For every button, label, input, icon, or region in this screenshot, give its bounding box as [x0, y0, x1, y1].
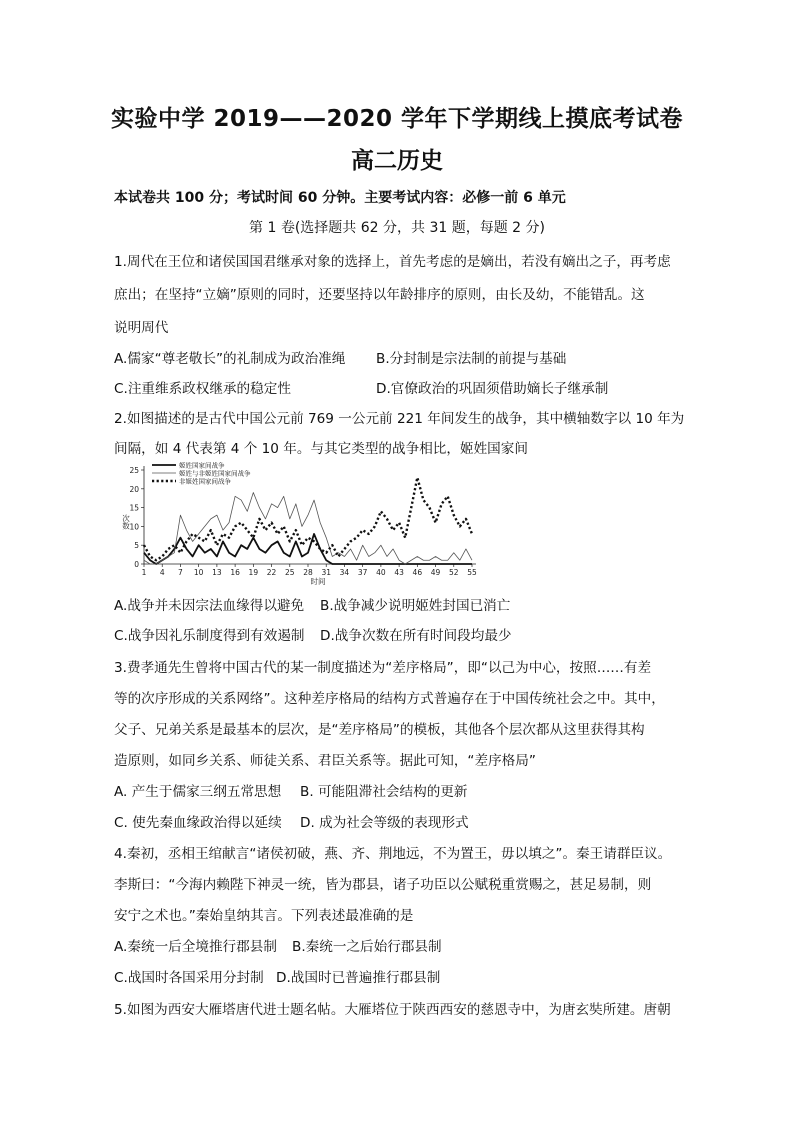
y-tick-label: 25: [129, 466, 139, 475]
question-4-option-a[interactable]: A.秦统一后全境推行郡县制: [114, 939, 277, 955]
chart-legend: [152, 461, 251, 486]
question-3-option-b[interactable]: B. 可能阻滞社会结构的更新: [300, 784, 468, 800]
x-tick-label: 25: [285, 568, 295, 577]
question-3-option-c[interactable]: C. 使先秦血缘政治得以延续: [114, 815, 282, 831]
question-2-option-c[interactable]: C.战争因礼乐制度得到有效遏制: [114, 628, 305, 644]
x-tick-label: 46: [412, 568, 423, 577]
question-1-option-c[interactable]: C.注重维系政权继承的稳定性: [114, 381, 291, 397]
question-3-line-4: 造原则，如同乡关系、师徒关系、君臣关系等。据此可知，“差序格局”: [114, 753, 536, 769]
y-axis-label: 次数: [121, 514, 131, 530]
series-line-3: [144, 478, 472, 561]
question-2-line-2: 间隔，如 4 代表第 4 个 10 年。与其它类型的战争相比，姬姓国家间: [114, 441, 528, 457]
question-3-line-2: 等的次序形成的关系网络”。这种差序格局的结构方式普遍存在于中国传统社会之中。其中，: [114, 691, 665, 707]
legend-label-2: 姬姓与非姬姓国家间战争: [179, 469, 251, 478]
question-1-option-b[interactable]: B.分封制是宗法制的前提与基础: [376, 351, 567, 367]
chart-series: [144, 478, 472, 564]
chart-axes: [121, 466, 477, 585]
question-2-option-a[interactable]: A.战争并未因宗法血缘得以避免: [114, 598, 305, 614]
question-2-option-b[interactable]: B.战争减少说明姬姓封国已消亡: [320, 598, 511, 614]
x-tick-label: 49: [430, 568, 441, 577]
x-tick-label: 16: [230, 568, 240, 577]
question-4-line-1: 4.秦初，丞相王绾献言“诸侯初破，燕、齐、荆地远，不为置王，毋以填之”。秦王请群臣议。: [114, 846, 672, 862]
question-4-line-3: 安宁之术也。”秦始皇纳其言。下列表述最准确的是: [114, 908, 414, 924]
question-1-option-a[interactable]: A.儒家“尊老敬长”的礼制成为政治准绳: [114, 351, 346, 367]
x-tick-label: 34: [339, 568, 350, 577]
legend-label-1: 姬姓国家间战争: [179, 461, 225, 470]
question-2-line-1: 2.如图描述的是古代中国公元前 769 一公元前 221 年间发生的战争，其中横轴数字以 10 年为: [114, 411, 685, 427]
x-tick-label: 19: [248, 568, 259, 577]
question-4-option-c[interactable]: C.战国时各国采用分封制: [114, 970, 264, 986]
y-tick-label: 0: [134, 560, 139, 569]
x-tick-label: 1: [141, 568, 147, 577]
x-tick-label: 28: [303, 568, 313, 577]
question-4-option-b[interactable]: B.秦统一之后始行郡县制: [292, 939, 442, 955]
question-3-line-1: 3.费孝通先生曾将中国古代的某一制度描述为“差序格局”，即“以己为中心，按照……有差: [114, 660, 652, 676]
x-tick-label: 55: [467, 568, 477, 577]
question-1-line-3: 说明周代: [114, 320, 169, 336]
exam-title: 实验中学 2019——2020 学年下学期线上摸底考试卷: [110, 106, 684, 132]
question-2-option-d[interactable]: D.战争次数在所有时间段均最少: [320, 628, 512, 644]
section-heading: 第 1 卷(选择题共 62 分，共 31 题，每题 2 分): [249, 220, 545, 236]
x-tick-label: 40: [376, 568, 386, 577]
question-5-line-1: 5.如图为西安大雁塔唐代进士题名帖。大雁塔位于陕西西安的慈恩寺中，为唐玄奘所建。唐朝: [114, 1002, 671, 1018]
y-tick-label: 10: [129, 522, 139, 532]
x-tick-label: 10: [193, 568, 204, 577]
question-1-line-2: 庶出；在坚持“立嫡”原则的同时，还要坚持以年龄排序的原则，由长及幼，不能错乱。这: [114, 287, 645, 303]
x-tick-label: 31: [321, 568, 331, 577]
x-tick-label: 4: [159, 568, 165, 577]
y-tick-label: 20: [129, 484, 139, 494]
legend-label-3: 非姬姓国家间战争: [179, 477, 231, 486]
x-axis-label: 时间: [310, 577, 326, 585]
question-4-option-d[interactable]: D.战国时已普遍推行郡县制: [276, 970, 441, 986]
y-tick-label: 15: [129, 503, 139, 513]
y-tick-label: 5: [134, 541, 139, 551]
question-3-line-3: 父子、兄弟关系是最基本的层次，是“差序格局”的模板，其他各个层次都从这里获得其构: [114, 722, 645, 738]
x-tick-label: 22: [266, 568, 277, 577]
x-tick-label: 37: [357, 568, 368, 577]
question-1-option-d[interactable]: D.官僚政治的巩固须借助嫡长子继承制: [376, 381, 609, 397]
x-tick-label: 52: [449, 568, 459, 577]
question-3-option-d[interactable]: D. 成为社会等级的表现形式: [300, 815, 469, 831]
exam-info: 本试卷共 100 分；考试时间 60 分钟。主要考试内容：必修一前 6 单元: [114, 190, 566, 206]
x-tick-label: 43: [394, 568, 404, 577]
exam-subject: 高二历史: [351, 148, 443, 174]
question-4-line-2: 李斯曰：“今海内赖陛下神灵一统，皆为郡县，诸子功臣以公赋税重赏赐之，甚足易制，则: [114, 877, 652, 893]
x-tick-label: 13: [212, 568, 222, 577]
x-tick-label: 7: [178, 568, 183, 577]
question-3-option-a[interactable]: A. 产生于儒家三纲五常思想: [114, 784, 282, 800]
war-frequency-chart: [114, 460, 484, 585]
question-1-line-1: 1.周代在王位和诸侯国国君继承对象的选择上，首先考虑的是嫡出，若没有嫡出之子，再考虑: [114, 254, 671, 270]
